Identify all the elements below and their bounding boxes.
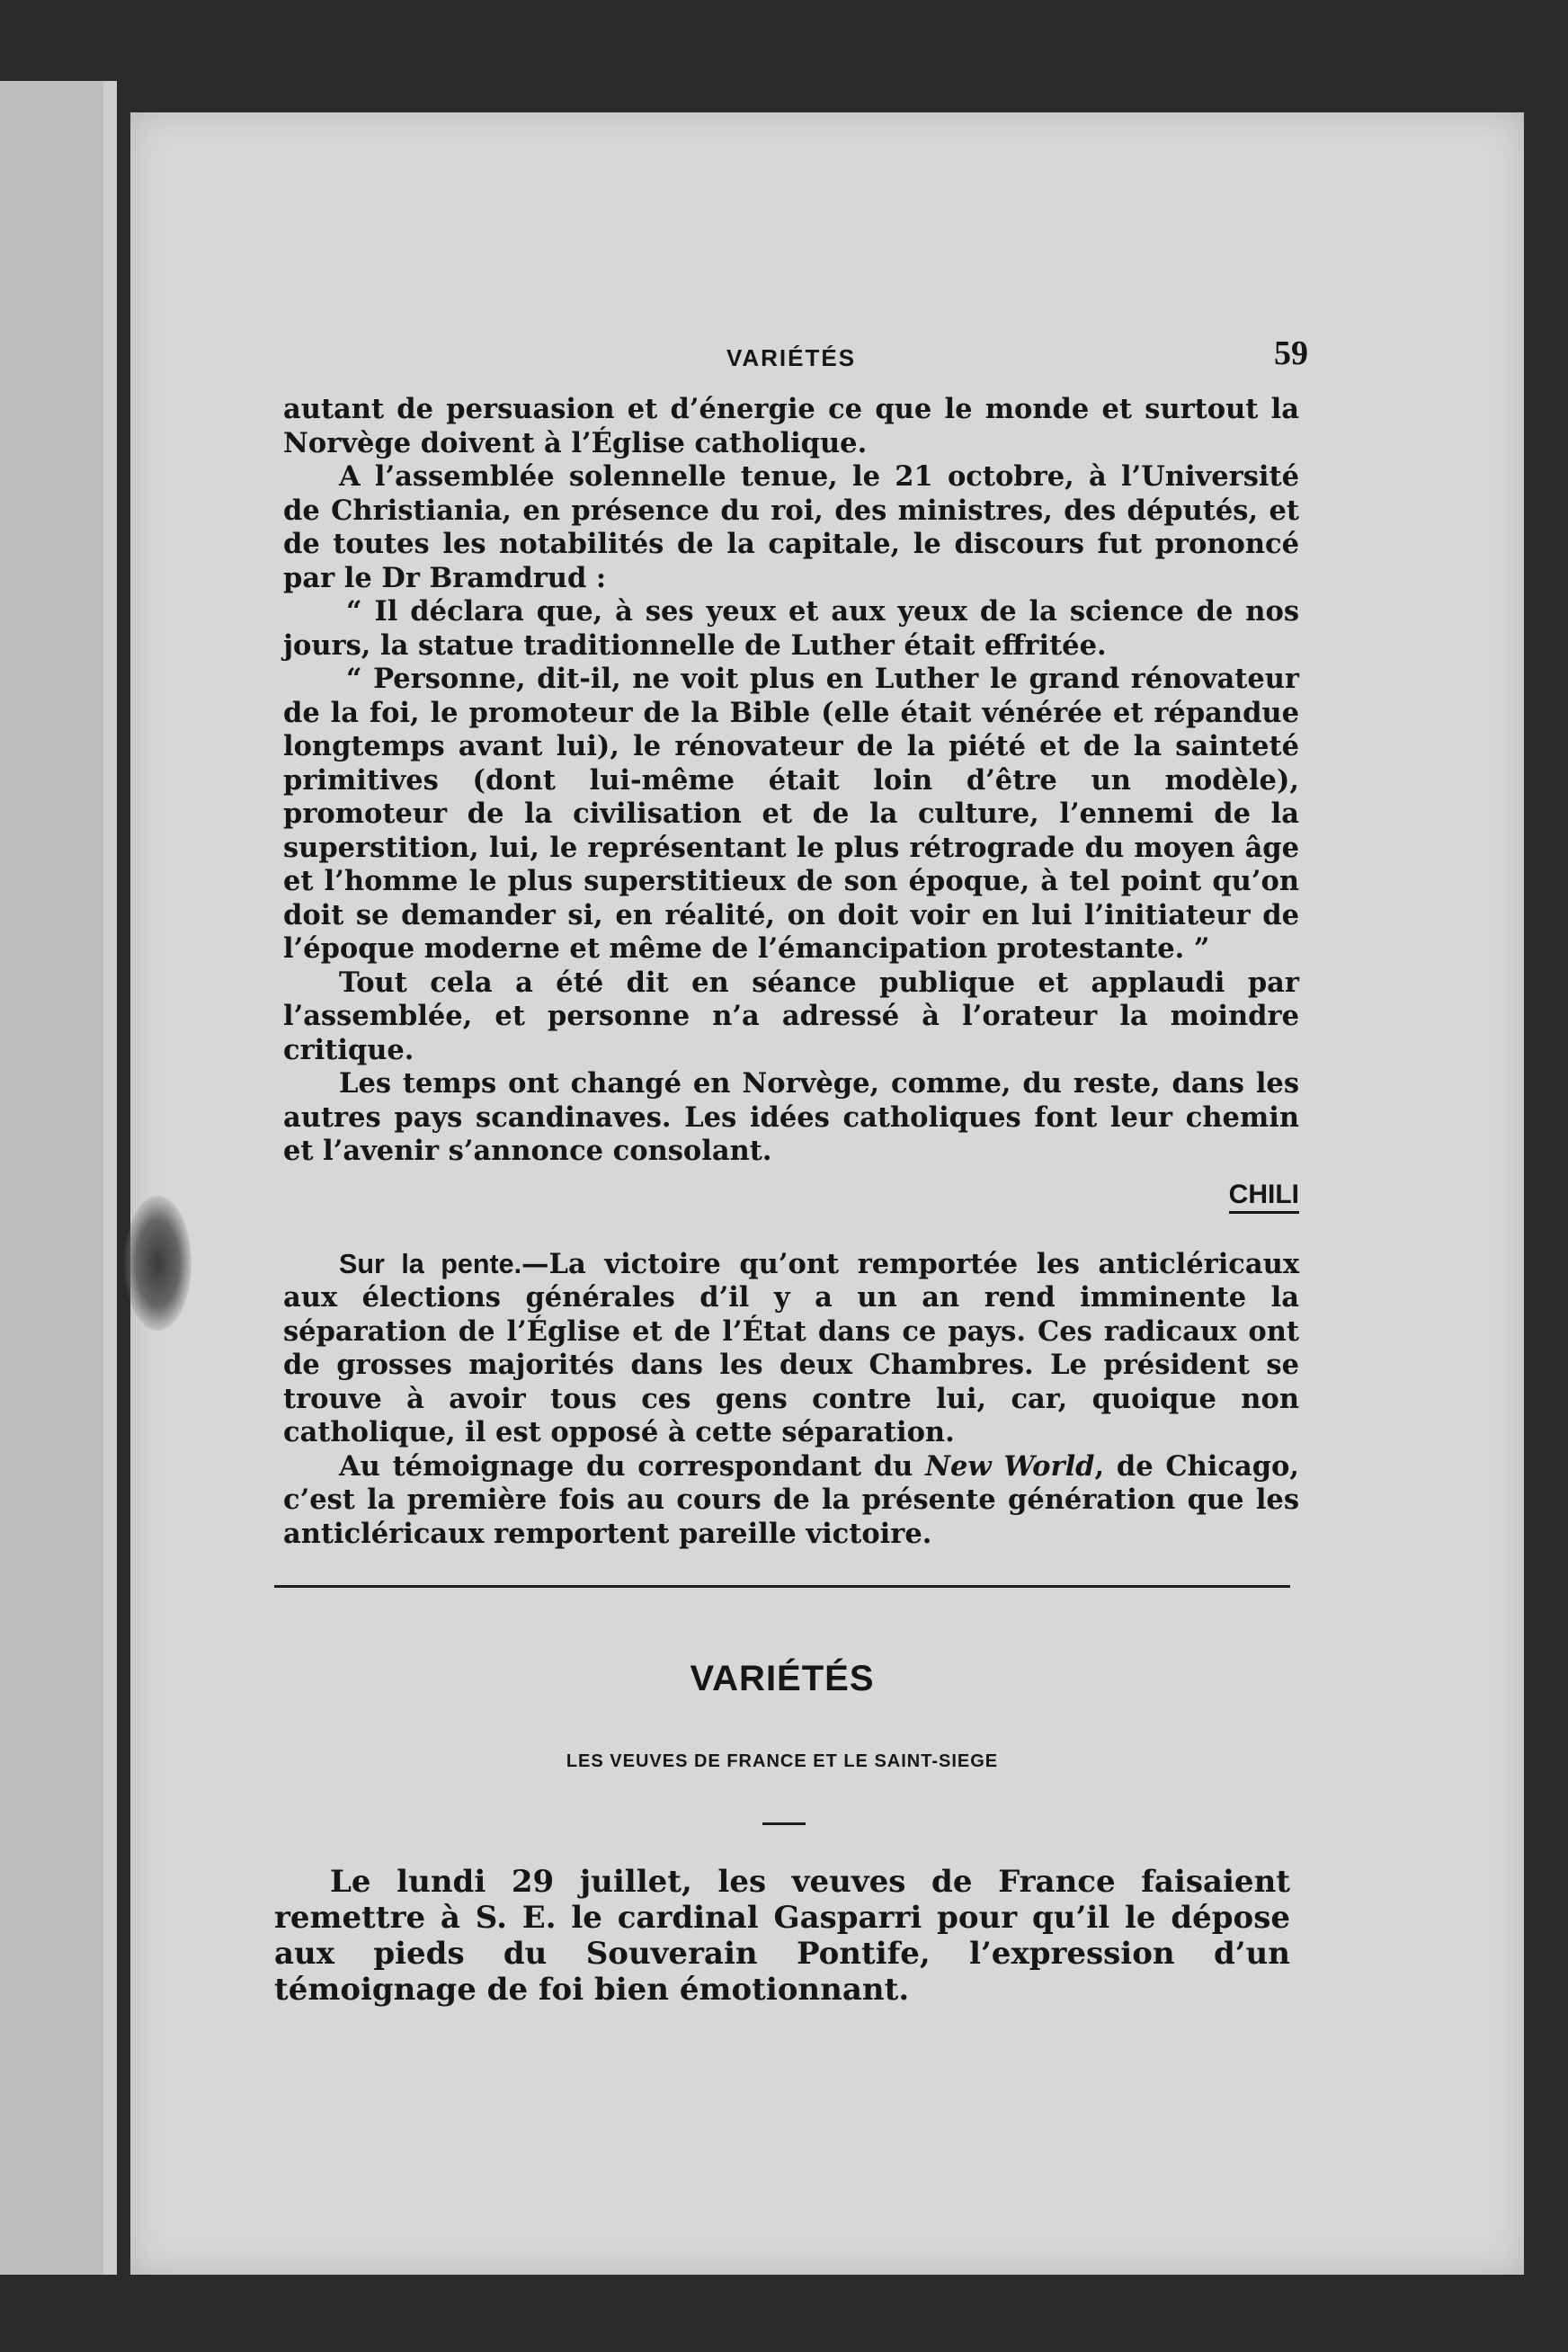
chili-paragraph-2 xyxy=(283,1450,1299,1552)
ink-smudge xyxy=(124,1196,192,1331)
running-head-title: VARIÉTÉS xyxy=(726,344,857,371)
chili-heading-text: CHILI xyxy=(1229,1180,1299,1214)
section-body xyxy=(274,1864,1290,2008)
section-title: VARIÉTÉS xyxy=(690,1659,875,1698)
chili-p2-after: , de Chicago, c’est la première fois au cours de la présente génération que les anticléricaux remportent pareille victoire. xyxy=(283,1449,1300,1550)
running-head xyxy=(283,328,1308,393)
page-body xyxy=(283,328,1308,1551)
paragraph-continuation: autant de persuasion et d’énergie ce que le monde et surtout la Norvège doivent à l’Église catholique. xyxy=(283,393,1299,459)
page-number: 59 xyxy=(1274,334,1308,372)
previous-page-edge xyxy=(0,81,117,2275)
paragraph-applause: Tout cela a été dit en séance publique et applaudi par l’assemblée, et personne n’a adressé à l’orateur la moindre critique. xyxy=(283,966,1299,1066)
runin-title: Sur la pente. xyxy=(339,1248,522,1279)
chili-p2-before: Au témoignage du correspondant du xyxy=(339,1449,926,1483)
quote-paragraph-1: “ Il déclara que, à ses yeux et aux yeux de la science de nos jours, la statue traditionnelle de Luther était effritée. xyxy=(283,595,1299,662)
paragraph-norway: Les temps ont changé en Norvège, comme, du reste, dans les autres pays scandinaves. Les idées catholiques font leur chemin et l’avenir s’annonce consolant. xyxy=(283,1067,1299,1167)
section-subtitle: LES VEUVES DE FRANCE ET LE SAINT-SIEGE xyxy=(566,1751,999,1771)
paragraph-assembly: A l’assemblée solennelle tenue, le 21 octobre, à l’Université de Christiania, en présence du roi, des ministres, des députés, et de toutes les notabilités de la capitale, le discours fut prononcé par le Dr Bramdrud : xyxy=(283,460,1299,594)
quote-paragraph-2: “ Personne, dit-il, ne voit plus en Luther le grand rénovateur de la foi, le promoteur de la Bible (elle était vénérée et répandue longtemps avant lui), le rénovateur de la piété et de la sainteté primitives (dont lui-même était loin d’être un modèle), promoteur de la civilisation et de la culture, l’ennemi de la superstition, lui, le représentant le plus rétrograde du moyen âge et l’homme le plus superstitieux de son époque, à tel point qu’on doit se demander si, en réalité, on doit voir en lui l’initiateur de l’époque moderne et même de l’émancipation protestante. ” xyxy=(283,663,1299,965)
previous-page-margin xyxy=(0,81,103,2275)
chili-heading xyxy=(283,1180,1299,1210)
chili-paragraph-1 xyxy=(283,1248,1299,1450)
short-rule xyxy=(762,1822,806,1825)
newspaper-name: New World xyxy=(925,1449,1095,1483)
widows-paragraph: Le lundi 29 juillet, les veuves de France faisaient remettre à S. E. le cardinal Gasparri pour qu’il le dépose aux pieds du Souverain Pontife, l’expression d’un témoignage de foi bien émotionnant. xyxy=(274,1864,1290,2008)
chili-paragraph-1-text: —La victoire qu’ont remportée les anticléricaux aux élections générales d’il y a un an rend imminente la séparation de l’Église et de l’État dans ce pays. Ces radicaux ont de grosses majorités dans les deux Chambres. Le président se trouve à avoir tous ces gens contre lui, car, quoique non catholique, il est opposé à cette séparation. xyxy=(283,1247,1300,1448)
section-divider xyxy=(274,1585,1290,1588)
